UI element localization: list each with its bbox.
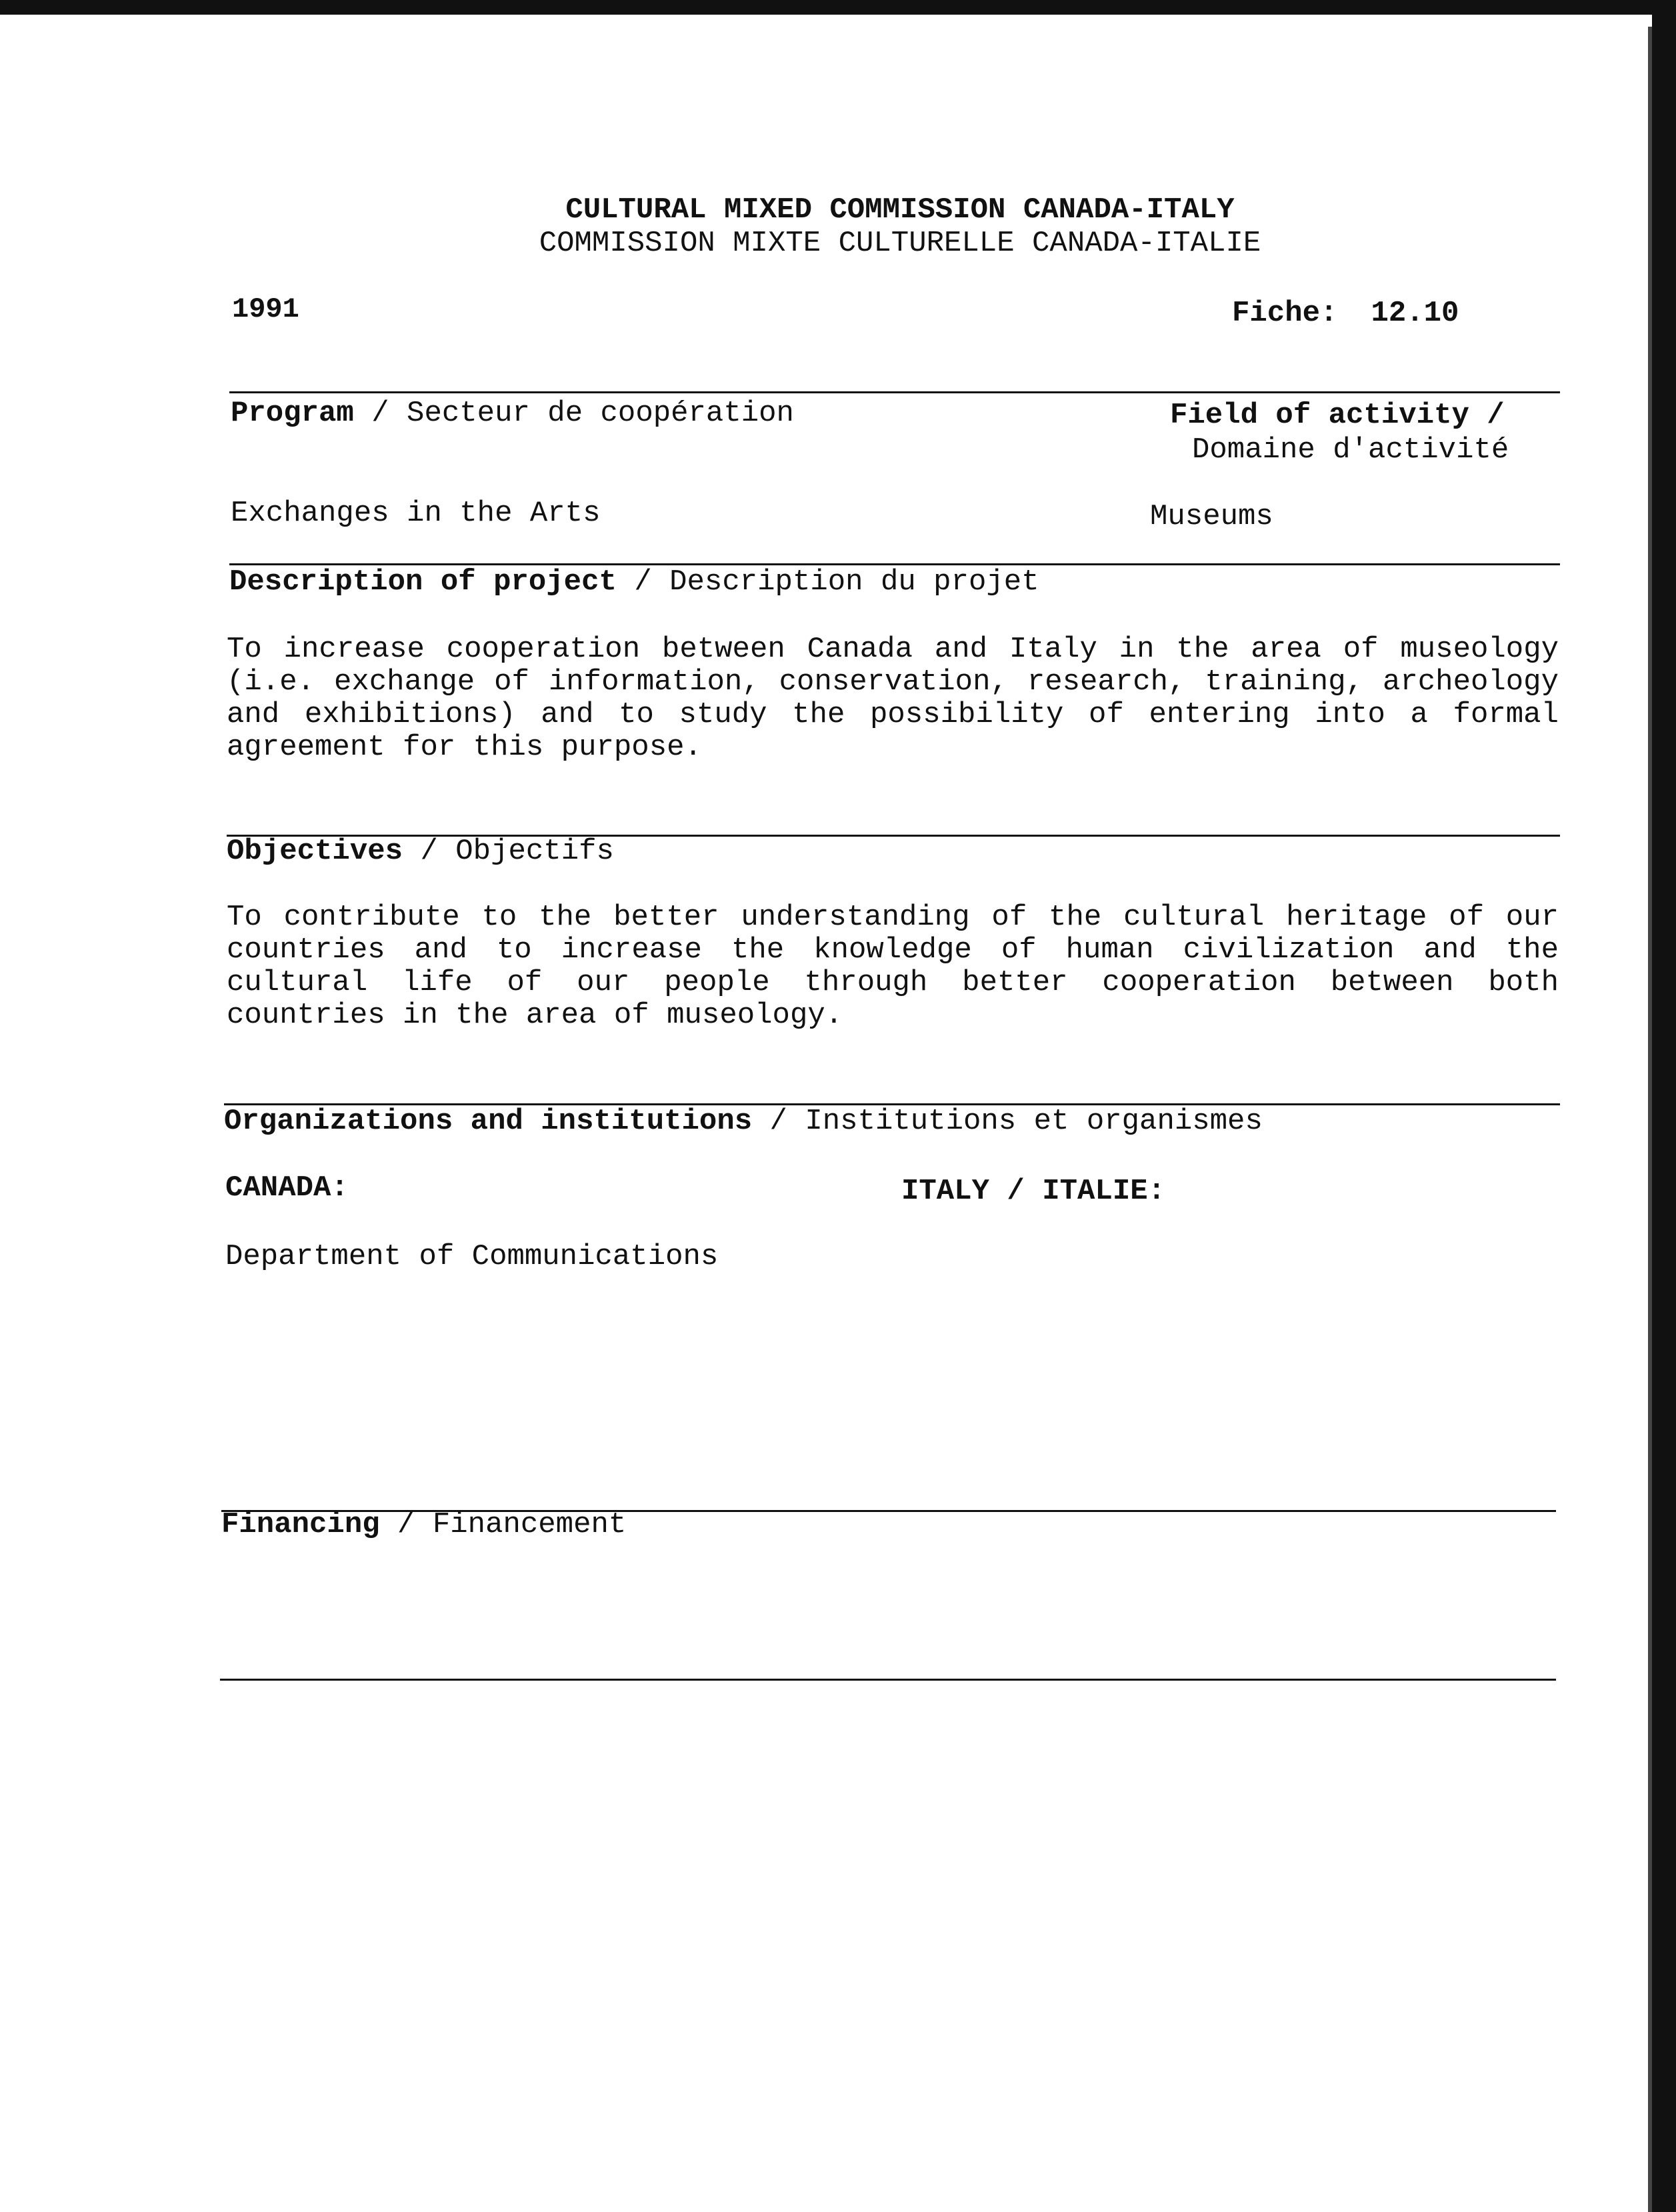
financing-label-en: Financing <box>221 1508 380 1541</box>
program-label-en: Program <box>231 397 354 430</box>
program-value: Exchanges in the Arts <box>231 497 601 530</box>
year: 1991 <box>232 293 299 325</box>
objectives-label-en: Objectives <box>227 835 403 868</box>
organizations-label-fr: / Institutions et organismes <box>769 1105 1263 1138</box>
objectives-label <box>227 835 614 868</box>
canada-label: CANADA: <box>225 1171 349 1205</box>
financing-label-fr: / Financement <box>397 1508 627 1541</box>
fiche <box>1232 297 1459 330</box>
description-label-fr: / Description du projet <box>634 565 1039 599</box>
field-value: Museums <box>1150 500 1273 533</box>
title-english: CULTURAL MIXED COMMISSION CANADA-ITALY <box>565 193 1235 227</box>
rule-program <box>229 391 1560 393</box>
canada-value: Department of Communications <box>225 1240 719 1273</box>
program-label <box>231 397 794 430</box>
organizations-label <box>224 1105 1263 1138</box>
title-french: COMMISSION MIXTE CULTURELLE CANADA-ITALIE <box>539 227 1261 260</box>
financing-label <box>221 1508 626 1541</box>
program-label-fr: / Secteur de coopération <box>371 397 794 430</box>
objectives-text: To contribute to the better understanding of the cultural heritage of our countries and to increase the knowledge of human civilization and the cultural life of our people through better cooperation between both countries in the area of museology. <box>227 901 1559 1032</box>
field-label-fr: Domaine d'activité <box>1192 433 1509 467</box>
organizations-label-en: Organizations and institutions <box>224 1105 753 1138</box>
description-text: To increase cooperation between Canada and Italy in the area of museology (i.e. exchange of information, conservation, research, training, archeology and exhibitions) and to study the possibility of entering into a formal agreement for this purpose. <box>227 633 1559 764</box>
objectives-label-fr: / Objectifs <box>420 835 614 868</box>
italy-label: ITALY / ITALIE: <box>901 1175 1166 1208</box>
fiche-number: 12.10 <box>1371 297 1459 330</box>
field-label-en: Field of activity / <box>1170 399 1505 432</box>
rule-bottom <box>220 1679 1556 1681</box>
description-label <box>229 565 1039 599</box>
description-label-en: Description of project <box>229 565 617 599</box>
fiche-label: Fiche: <box>1232 297 1338 330</box>
